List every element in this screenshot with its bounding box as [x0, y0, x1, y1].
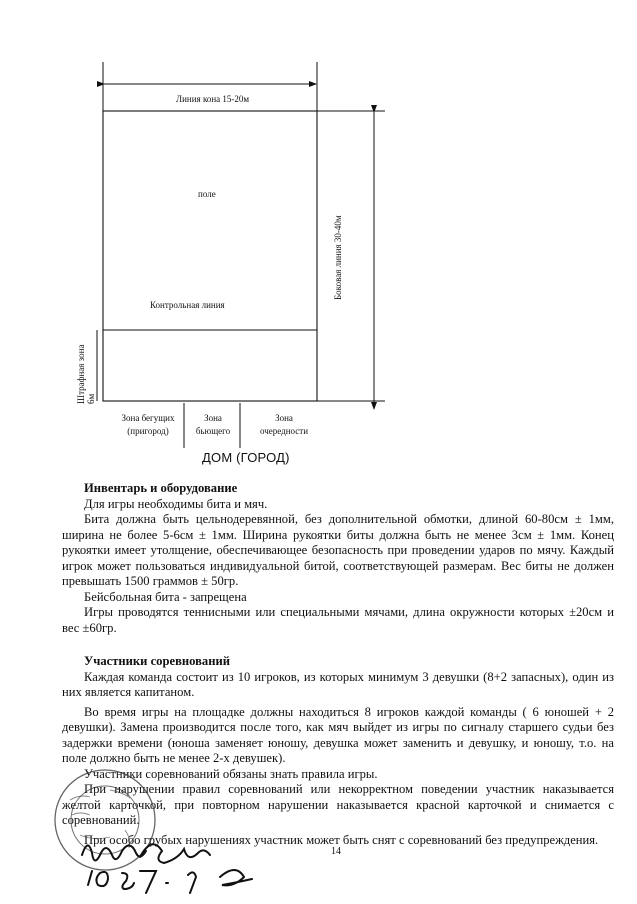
paragraph: Бита должна быть цельнодеревянной, без дополнительной обмотки, длиной 60-80см ± 1мм, ширина не более 5-6см ± 1мм. Ширина рукоятки биты должна быть не менее 3см ± 1мм. Конец рукоятки имеет утолщение, обеспечивающее безопасность при проведении ударов по мячу. Каждый игрок может пользоваться индивидуальной битой, соответствующей размерам. Вес биты не должен превышать 1500 граммов ± 50гр.	[62, 512, 614, 588]
home-label: ДОМ (ГОРОД)	[202, 450, 290, 465]
paragraph: Во время игры на площадке должны находиться 8 игроков каждой команды ( 6 юношей + 2 девушки). Замена производится после того, как мяч выйдет из игры по сигналу старшего судьи без задержки времени (юноша заменяет юношу, девушка может заменить и девушку, и юношу, т.о. на поле должно быть не менее 2-х девушек).	[62, 704, 614, 765]
page-number: 14	[331, 846, 341, 857]
section-title-participants: Участники соревнований	[84, 654, 230, 668]
paragraph: При особо грубых нарушениях участник может быть снят с соревнований без предупреждения.	[84, 832, 599, 847]
paragraph: Игры проводятся теннисными или специальными мячами, длина окружности которых ±20см и вес ±60гр.	[62, 605, 614, 635]
paragraph: Бейсбольная бита - запрещена	[84, 589, 247, 604]
side-line-label: Боковая линия 30-40м	[333, 215, 343, 300]
paragraph: Участники соревнований обязаны знать правила игры.	[84, 766, 378, 781]
field-label: поле	[198, 189, 216, 199]
handwritten-signature	[70, 825, 300, 900]
zone-runners: Зона бегущих (пригород)	[121, 413, 175, 436]
paragraph: Каждая команда состоит из 10 игроков, из которых минимум 3 девушки (8+2 запасных), один из них является капитаном.	[62, 669, 614, 699]
end-line-label: Линия кона 15-20м	[176, 94, 250, 104]
zone-queue: Зона очередности	[259, 413, 309, 436]
control-line-label: Контрольная линия	[150, 300, 225, 310]
zone-batter: Зона бьющего	[195, 413, 231, 436]
section-title-equipment: Инвентарь и оборудование	[84, 481, 238, 495]
paragraph: При нарушении правил соревнований или некорректном поведении участник наказывается желтой карточкой, при повторном нарушении наказывается красной карточкой и снимается с соревнований.	[62, 782, 614, 827]
field-rect	[103, 111, 317, 401]
penalty-zone-label: Штрафная зона 6м	[76, 344, 96, 404]
paragraph: Для игры необходимы бита и мяч.	[84, 496, 268, 511]
